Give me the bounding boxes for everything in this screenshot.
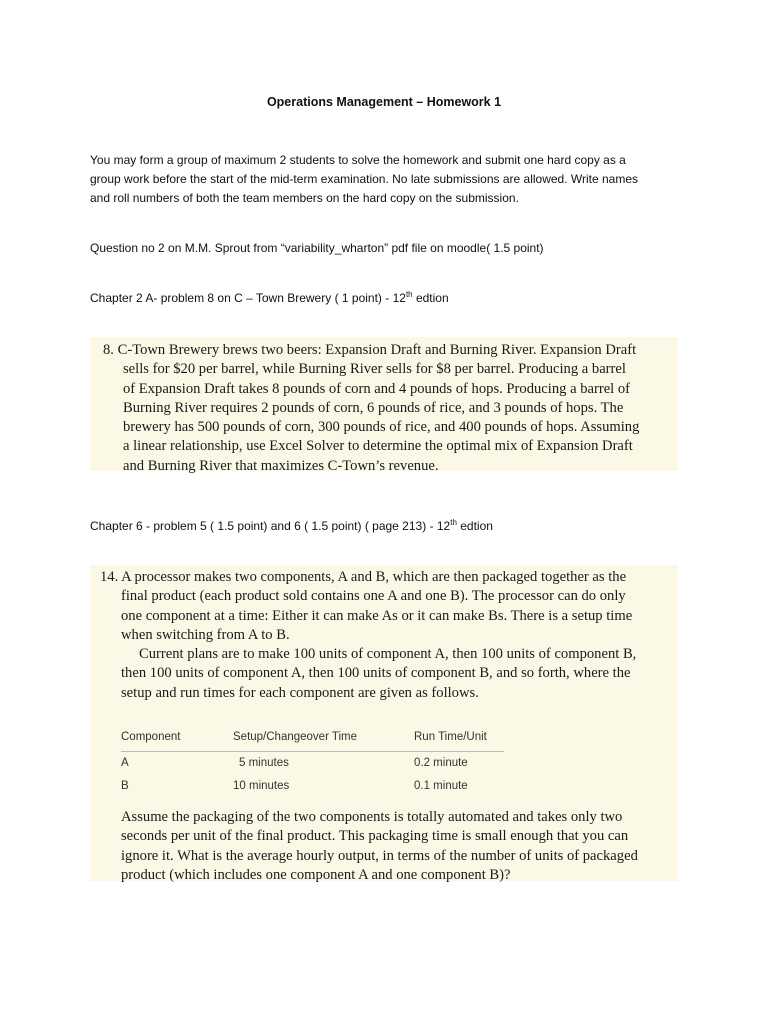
table-row [121, 775, 504, 798]
problem-8-box [90, 337, 678, 474]
chapter-6-line [90, 517, 700, 536]
table-row [121, 752, 504, 776]
question-2-line: Question no 2 on M.M. Sprout from “variability_wharton” pdf file on moodle( 1.5 point) [90, 241, 544, 255]
chapter-2-heading [90, 289, 700, 308]
problem-14-line: A processor makes two components, A and B, which are then packaged together as the [121, 569, 627, 585]
problem-14-question-lines [121, 808, 638, 885]
chapter-2-text: Chapter 2 A- problem 8 on C – Town Brewery ( 1 point) - 12 [90, 291, 406, 305]
table-cell: A [121, 756, 129, 769]
table-cell: B [121, 779, 129, 792]
chapter-2-suffix: edtion [412, 291, 449, 305]
question-2-text [90, 239, 700, 258]
intro-line: group work before the start of the mid-term examination. No late submissions are allowed. Write names [90, 172, 639, 186]
table-header-cell: Component [121, 725, 233, 752]
problem-14-number: 14. [100, 569, 119, 585]
problem-14-line: Assume the packaging of the two components is totally automated and takes only two [121, 809, 623, 825]
intro-paragraph [90, 151, 700, 208]
intro-line: and roll numbers of both the team members on the hard copy on the submission. [90, 191, 519, 205]
problem-14-line: when switching from A to B. [121, 626, 290, 643]
problem-8-first-line [103, 341, 639, 360]
problem-8-line: and Burning River that maximizes C-Town’s revenue. [123, 457, 439, 474]
chapter-2-sup: th [405, 290, 413, 299]
chapter-6-suffix: edtion [456, 519, 493, 533]
problem-8-line: a linear relationship, use Excel Solver to determine the optimal mix of Expansion Draft [123, 438, 633, 455]
component-table [121, 725, 504, 798]
problem-8-line: sells for $20 per barrel, while Burning River sells for $8 per barrel. Producing a barrel [123, 361, 626, 378]
problem-8-line: Burning River requires 2 pounds of corn, 6 pounds of rice, and 3 pounds of hops. The [123, 399, 624, 416]
problem-14-first-line [100, 568, 636, 587]
problem-8-lines [103, 341, 639, 476]
table-cell [233, 752, 414, 776]
chapter-2-line [90, 289, 700, 308]
problem-14-line: final product (each product sold contains one A and one B). The processor can do only [121, 588, 626, 605]
document-title: Operations Management – Homework 1 [266, 95, 502, 109]
table-header-cell: Run Time/Unit [414, 725, 504, 752]
problem-8-line: C-Town Brewery brews two beers: Expansion Draft and Burning River. Expansion Draft [117, 342, 637, 358]
problem-8-line: brewery has 500 pounds of corn, 300 pounds of rice, and 400 pounds of hops. Assuming [123, 419, 640, 436]
problem-14-line: then 100 units of component A, then 100 units of component B, and so forth, where the [121, 665, 631, 682]
problem-8-line: of Expansion Draft takes 8 pounds of corn and 4 pounds of hops. Producing a barrel of [123, 380, 631, 397]
component-table-header [121, 725, 504, 752]
table-cell: 10 minutes [233, 779, 290, 792]
chapter-6-text: Chapter 6 - problem 5 ( 1.5 point) and 6 ( 1.5 point) ( page 213) - 12 [90, 519, 451, 533]
problem-14-line: one component at a time: Either it can make As or it can make Bs. There is a setup time [121, 607, 633, 624]
problem-14-line: seconds per unit of the final product. This packaging time is small enough that you can [121, 828, 629, 845]
problem-14-line: Current plans are to make 100 units of component A, then 100 units of component B, [139, 646, 637, 663]
table-cell-text: 5 minutes [239, 756, 289, 769]
problem-14-line: ignore it. What is the average hourly output, in terms of the number of units of packaged [121, 847, 638, 864]
problem-8-number: 8. [103, 342, 114, 358]
problem-14-box [90, 565, 678, 881]
table-header-cell: Setup/Changeover Time [233, 725, 414, 752]
problem-14-lines [100, 568, 636, 703]
problem-14-line: setup and run times for each component are given as follows. [121, 684, 479, 701]
problem-14-line: product (which includes one component A and one component B)? [121, 866, 511, 883]
table-cell: 0.1 minute [414, 779, 468, 792]
table-cell: 0.2 minute [414, 756, 468, 769]
intro-line: You may form a group of maximum 2 students to solve the homework and submit one hard copy as a [90, 153, 626, 167]
chapter-6-sup: th [450, 518, 457, 527]
chapter-6-heading [90, 517, 700, 536]
